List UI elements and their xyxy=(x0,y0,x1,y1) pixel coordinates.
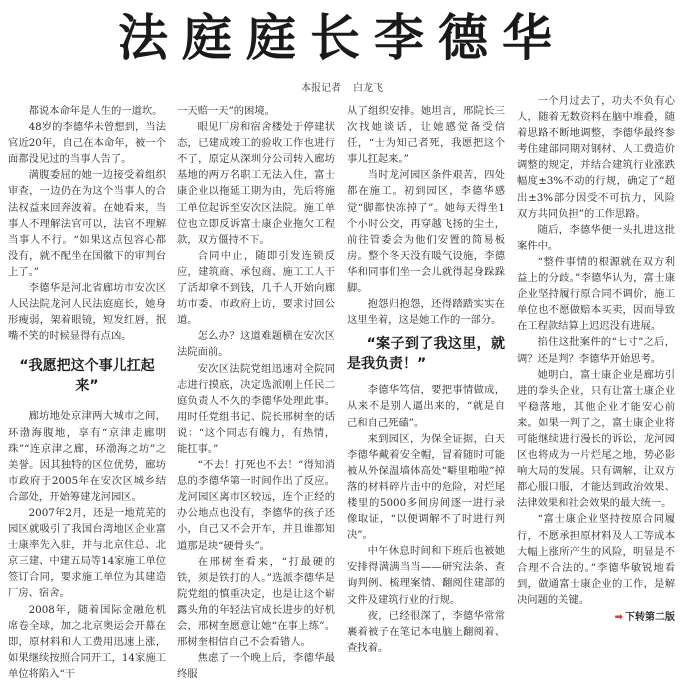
paragraph: 随后，李德华便一头扎进这批案件中。 xyxy=(517,223,675,252)
paragraph: 眼见厂房和宿舍楼处于停建状态，已建成竣工的验收工作也进行不了，原定从深圳分公司转入廊坊基地的两万名职工无法入住，富士康企业以拖延工期为由，先后将施工单位起诉至安次区法院。施工单位也立即反诉富士康企业拖欠工程款，双方僵持不下。 xyxy=(177,121,335,246)
paragraph: 当时龙河园区条件艰苦，四处都在施工。初到园区，李德华感觉“脚都快冻掉了”。她每天得坐1个小时公交，再穿越飞扬的尘土，前往管委会为他们安置的简易板房。整个冬天没有暖气设施，李德华和同事们坐一会儿就得起身跺跺脚。 xyxy=(347,169,505,295)
byline-role: 本报记者 xyxy=(301,83,341,94)
paragraph: 2008年，随着国际金融危机席卷全球，加之北京奥运会开幕在即，原材料和人工费用迅速上涨，如果继续按照合同开工，14家施工单位将陷入“干 xyxy=(8,603,166,680)
paragraph: 满腹委屈的她一边接受着组织审查，一边仍在为这个当事人的合法权益来回奔波着。在她看来，当事人不理解法官可以，法官不理解当事人不行。“如果这点包容心都没有，就不配坐在国徽下的审判台上了。” xyxy=(8,169,166,278)
section-subhead: “案子到了我这里，就是我负责！” xyxy=(347,336,505,373)
continued-on-page-2-link[interactable] xyxy=(517,610,675,626)
paragraph: 李德华笃信，要把事情做成，从来不是别人逼出来的，“就是自己和自己死磕”。 xyxy=(347,384,505,429)
article-column-4 xyxy=(517,93,675,626)
paragraph-continuation: 一天赔一天”的困境。 xyxy=(177,105,275,117)
article-headline: 法庭庭长李德华 xyxy=(118,9,566,67)
paragraph: “富士康企业坚持按原合同履行，不愿承担原材料及人工等成本大幅上涨所产生的风险，明显是不合理不合法的。”李德华敏锐地看到，做通富士康企业的工作，是解决问题的关键。 xyxy=(517,513,675,606)
paragraph: 掐住这批案件的“七寸”之后，调？还是判？李德华开始思考。 xyxy=(517,336,675,365)
section-subhead: “我愿把这个事儿扛起来” xyxy=(19,358,155,395)
paragraph: 中午休息时间和下班后也被她安排得满满当当——研究法条、查询判例、梳理案情、翻阅住建部的文件及建筑行业的行规。 xyxy=(347,545,505,606)
paragraph-continuation: 从了组织安排。她坦言，邢院长三次找她谈话，让她感觉备受信任，“士为知己者死，我愿把这个事儿扛起来。” xyxy=(347,105,505,166)
paragraph: 廊坊地处京津两大城市之间，环渤海腹地，享有“京津走廊明珠”“连京津之廊，环渤海之坊”之美誉。因其独特的区位优势，廊坊市政府于2005年在安次区城乡结合部处，开始筹建龙河园区。 xyxy=(8,410,166,503)
paragraph: 安次区法院党组迅速对全院同志进行摸底，决定选派刚上任民二庭负责人不久的李德华处理此事。用时任党组书记、院长邢树奎的话说：“这个同志有魄力，有热情，能扛事。” xyxy=(177,362,335,455)
paragraph: “不去！打死也不去！”得知消息的李德华第一时间作出了反应。龙河园区离市区较远，连个正经的办公地点也没有，李德华的孩子还小，自己又不会开车，并且谁都知道那是块“硬骨头”。 xyxy=(177,459,335,552)
article-column-1 xyxy=(8,103,166,682)
paragraph: “整件事情的根源就在双方利益上的分歧。”李德华认为，富士康企业坚持履行原合同不调价，施工单位也不愿做赔本买卖，因而导致在工程款结算上迟迟没有进展。 xyxy=(517,255,675,333)
paragraph: 在邢树奎看来，“打最硬的铁，须是铁打的人。”选派李德华是院党组的慎重决定，也是让这个崭露头角的年轻法官成长进步的好机会，邢树奎愿意让她“在事上练”。邢树奎相信自己不会看错人。 xyxy=(177,555,335,649)
paragraph: 李德华是河北省廊坊市安次区人民法院龙河人民法庭庭长，她身形瘦弱，架着眼镜，短发红唇，抿嘴不笑的时候显得有点凶。 xyxy=(8,282,166,343)
article-column-2 xyxy=(177,103,335,682)
article-column-3 xyxy=(347,103,505,656)
paragraph: 抱怨归抱怨，还得踏踏实实在这里坐着，这是她工作的一部分。 xyxy=(347,298,505,327)
right-arrow-icon: ➡ xyxy=(614,612,623,623)
jump-label: 下转第二版 xyxy=(625,612,675,623)
paragraph: 都说本命年是人生的一道坎。 xyxy=(28,105,163,117)
paragraph: 2007年2月，还是一地荒芜的园区就吸引了我国台湾地区企业富士康率先入驻，并与北京住总、北京三建、中建五局等14家施工单位签订合同，要求施工单位为其建造厂房、宿舍。 xyxy=(8,506,166,600)
paragraph: 焦虑了一个晚上后，李德华最终服 xyxy=(177,652,335,681)
paragraph: 来到园区，为保全证据，白天李德华戴着安全帽，冒着随时可能被从外保温墙体高处“噼里啪啦”掉落的材料碎片击中的危险，对烂尾楼里的5000多间房间逐一进行录像取证，“以便调解不了时进行判决”。 xyxy=(347,432,505,542)
paragraph: 夜，已经很深了，李德华常常裹着被子在笔记本电脑上翻阅着、查找着。 xyxy=(347,609,505,654)
paragraph: 一个月过去了，功夫不负有心人，随着无数资料在脑中堆叠，随着思路不断地调整，李德华最终参考住建部同期对钢材、人工费造价调整的规定，并结合建筑行业涨跌幅度±3%不动的行规，确定了“超出±3%部分因受不可抗力，风险双方共同负担”的工作思路。 xyxy=(517,95,675,220)
paragraph: 怎么办？这道难题横在安次区法院面前。 xyxy=(177,330,335,359)
paragraph: 合同中止，随即引发连锁反应，建筑商、承包商、施工工人干了活却拿不到钱，几千人开始向廊坊市委、市政府上访，要求讨回公道。 xyxy=(177,249,335,327)
byline-name: 白龙飞 xyxy=(353,83,383,94)
paragraph: 她明白，富士康企业是廊坊引进的拳头企业，只有让富士康企业平稳落地，其他企业才能安心前来。如果一判了之，富士康企业将可能继续进行漫长的诉讼，龙河园区也将成为一片烂尾之地，势必影响大局的发展。只有调解，让双方都心服口服，才能达到政治效果、法律效果和社会效果的最大统一。 xyxy=(517,368,675,510)
byline xyxy=(0,79,684,94)
paragraph: 48岁的李德华未曾想到，当法官近20年，自己在本命年，被一个面都没见过的当事人告了。 xyxy=(8,121,166,166)
